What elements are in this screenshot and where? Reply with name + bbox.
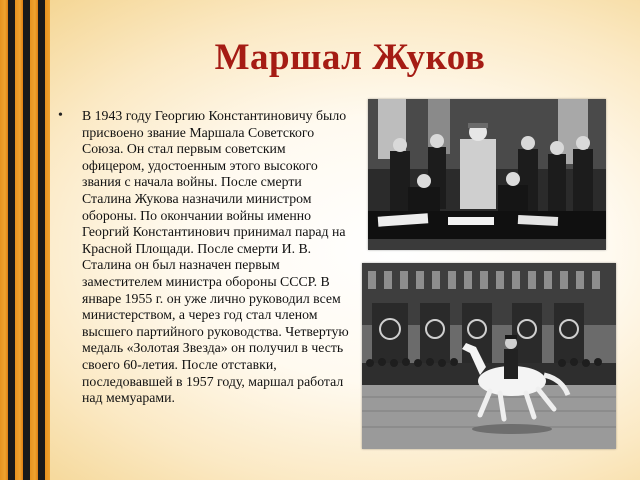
officers-meeting-illustration	[368, 99, 606, 250]
bullet-list	[58, 108, 353, 407]
photo-officers-meeting	[368, 99, 606, 250]
photo-victory-parade	[362, 263, 616, 449]
bullet-text: В 1943 году Георгию Константиновичу было присвоено звание Маршала Советского Союза. Он стал первым советским офицером, удостоенным этого высокого звания с начала войны. После смерти Сталина Жукова назначили министром обороны. По окончании войны именно Георгий Константинович принимал парад на Красной Площади. После смерти И. В. Сталина он был назначен первым заместителем министра обороны СССР. В январе 1955 г. он уже лично руководил всем министерством, а через год стал членом высшего партийного руководства. Четвертую медаль «Золотая Звезда» он получил в честь своего 60-летия. После отставки, последовавшей в 1957 году, маршал работал над мемуарами.	[82, 108, 349, 406]
st-george-ribbon	[0, 0, 50, 480]
victory-parade-illustration	[362, 263, 616, 449]
bullet-marker: •	[58, 108, 63, 123]
slide-title: Маршал Жуков	[214, 37, 486, 78]
